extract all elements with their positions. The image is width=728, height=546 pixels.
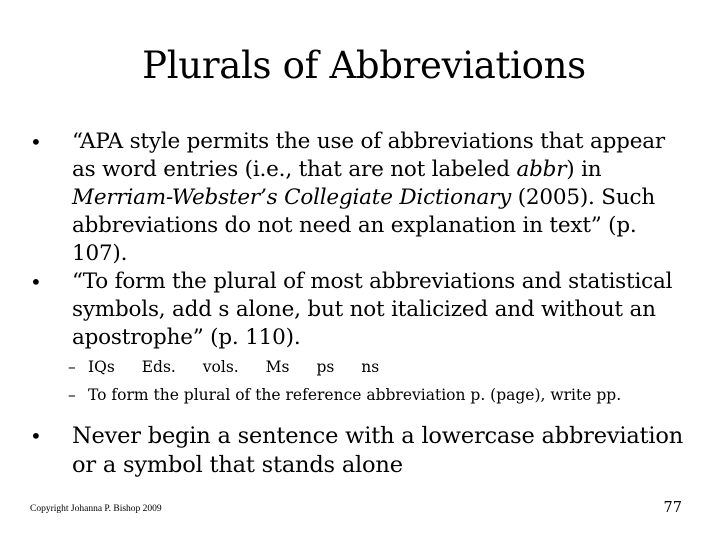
bullet-3 [28,422,688,480]
abbreviation-item: ps [316,358,335,376]
pp-note-text: To form the plural of the reference abbreviation p. (page), write pp. [88,386,622,404]
sub-bullet-abbreviations [28,354,688,380]
bullet-dot-icon: • [30,270,42,294]
bullet-1-text [72,129,665,266]
dash-icon: – [68,386,76,404]
copyright-footer: Copyright Johanna P. Bishop 2009 [30,504,162,514]
bullet-1-part: (2005). Such abbreviations do not need an explanation in text” (p. 107). [72,185,655,266]
bullet-1 [28,128,688,268]
page-number: 77 [663,500,682,516]
bullet-1-italic-dictionary: Merriam-Webster’s Collegiate Dictionary [72,185,512,210]
sub-bullet-pp-note [28,382,688,408]
bullet-2 [28,268,688,352]
bullet-list [28,128,688,480]
bullet-dot-icon: • [30,130,42,154]
bullet-1-part: ) in [566,157,602,182]
abbreviation-list [88,358,401,376]
bullet-1-italic-abbr: abbr [516,157,567,182]
dash-icon: – [68,358,76,376]
bullet-1-part: “APA style permits the use of abbreviations that appear as word entries (i.e., that are not labeled [72,129,665,182]
bullet-3-text: Never begin a sentence with a lowercase abbreviation or a symbol that stands alone [72,423,684,478]
abbreviation-item: IQs [88,358,115,376]
slide-title: Plurals of Abbreviations [142,44,586,87]
abbreviation-item: Eds. [141,358,176,376]
abbreviation-item: Ms [265,358,290,376]
abbreviation-item: ns [361,358,380,376]
bullet-2-text: “To form the plural of most abbreviations and statistical symbols, add s alone, but not italicized and without an apostrophe” (p. 110). [72,269,673,350]
bullet-dot-icon: • [30,424,42,448]
abbreviation-item: vols. [202,358,239,376]
